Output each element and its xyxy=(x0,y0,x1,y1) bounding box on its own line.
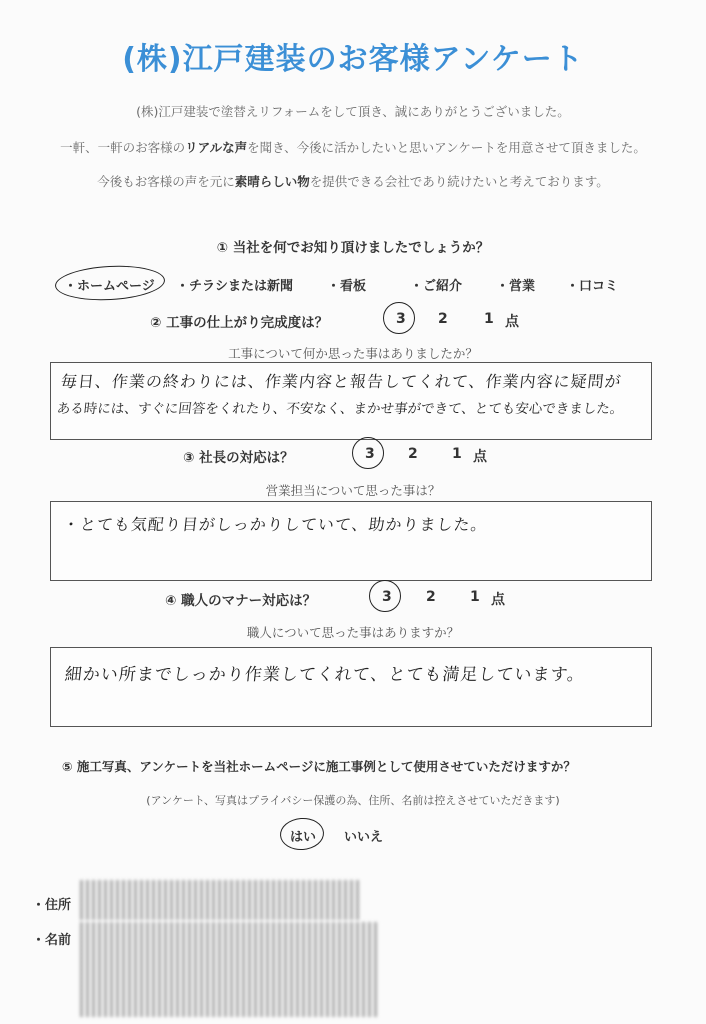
q2-rating-3[interactable]: 3 xyxy=(396,311,406,327)
q1-option-flyer[interactable]: ・チラシまたは新聞 xyxy=(176,279,294,294)
intro-line-3: 今後もお客様の声を元に素晴らしい物を提供できる会社であり続けたいと考えております。 xyxy=(97,174,609,189)
question-5: ⑤ 施工写真、アンケートを当社ホームページに施工事例として使用させていただけますか？ xyxy=(62,759,576,774)
q5-option-yes[interactable]: はい xyxy=(290,830,317,845)
q3-rating-3[interactable]: 3 xyxy=(365,446,375,462)
q1-option-sales[interactable]: ・営業 xyxy=(496,279,536,294)
q1-option-signboard[interactable]: ・看板 xyxy=(327,279,367,294)
q5-selected-circle xyxy=(279,817,325,852)
q3-answer-line-1: ・とても気配り目がしっかりしていて、助かりました。 xyxy=(61,515,489,534)
q3-rating-unit: 点 xyxy=(473,449,487,465)
q3-rating-2[interactable]: 2 xyxy=(408,446,418,462)
redacted-address xyxy=(80,880,360,920)
intro-line-1: (株)江戸建装で塗替えリフォームをして頂き、誠にありがとうございました。 xyxy=(136,104,570,119)
q1-option-homepage[interactable]: ・ホームページ xyxy=(64,279,155,294)
q3-selected-circle xyxy=(352,437,384,469)
q3-rating-1[interactable]: 1 xyxy=(452,446,462,462)
intro-line-2: 一軒、一軒のお客様のリアルな声を聞き、今後に活かしたいと思いアンケートを用意させて頂きました。 xyxy=(60,140,646,155)
q1-option-referral[interactable]: ・ご紹介 xyxy=(410,279,463,294)
q2-answer-box[interactable] xyxy=(50,362,652,440)
q4-subprompt: 職人について思った事はありますか？ xyxy=(246,625,460,640)
q4-selected-circle xyxy=(369,580,401,612)
q4-rating-3[interactable]: 3 xyxy=(382,589,392,605)
question-4: ④ 職人のマナー対応は？ xyxy=(165,593,317,609)
question-1: ① 当社を何でお知り頂けましたでしょうか？ xyxy=(216,240,490,256)
q1-option-wordofmouth[interactable]: ・口コミ xyxy=(566,279,619,294)
question-3: ③ 社長の対応は？ xyxy=(183,450,294,466)
q2-rating-1[interactable]: 1 xyxy=(484,311,494,327)
q2-selected-circle xyxy=(383,302,415,334)
address-label: ・住所 xyxy=(32,898,72,913)
q2-rating-2[interactable]: 2 xyxy=(438,311,448,327)
q3-answer-box[interactable] xyxy=(50,501,652,581)
question-2: ② 工事の仕上がり完成度は？ xyxy=(150,315,329,331)
q2-subprompt: 工事について何か思った事はありましたか？ xyxy=(228,346,478,361)
q5-note: (アンケート、写真はプライバシー保護の為、住所、名前は控えさせていただきます) xyxy=(146,794,560,807)
q1-selected-circle xyxy=(54,263,166,303)
q4-answer-box[interactable] xyxy=(50,647,652,727)
q2-answer-line-1: 毎日、作業の終わりには、作業内容と報告してくれて、作業内容に疑問が xyxy=(59,372,623,391)
q3-subprompt: 営業担当について思った事は？ xyxy=(265,483,441,498)
q2-rating-unit: 点 xyxy=(505,314,519,330)
redacted-name xyxy=(80,922,380,1017)
q4-rating-1[interactable]: 1 xyxy=(470,589,480,605)
q4-answer-line-1: 細かい所までしっかり作業してくれて、とても満足しています。 xyxy=(63,665,587,685)
q4-rating-2[interactable]: 2 xyxy=(426,589,436,605)
q5-option-no[interactable]: いいえ xyxy=(344,830,384,845)
q2-answer-line-2: ある時には、すぐに回答をくれたり、不安なく、まかせ事ができて、とても安心できました。 xyxy=(55,401,625,417)
name-label: ・名前 xyxy=(32,933,72,948)
page-title: (株)江戸建装のお客様アンケート xyxy=(122,42,584,77)
q4-rating-unit: 点 xyxy=(491,592,505,608)
